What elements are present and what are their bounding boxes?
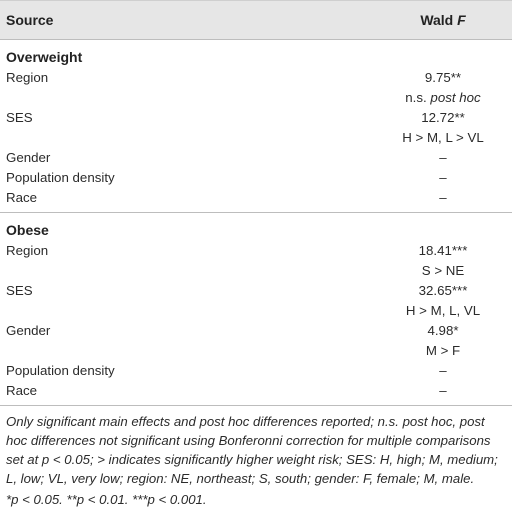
row-value-italic: post hoc bbox=[430, 90, 481, 105]
table-row bbox=[0, 68, 512, 88]
row-value: 9.75** bbox=[424, 70, 462, 85]
row-value bbox=[383, 88, 512, 108]
header-wald-f-letter: F bbox=[457, 12, 466, 28]
row-label bbox=[0, 301, 383, 321]
row-label: Race bbox=[6, 383, 38, 398]
table-row bbox=[0, 341, 512, 361]
row-value: 18.41*** bbox=[418, 243, 468, 258]
table-row bbox=[0, 168, 512, 188]
row-value: – bbox=[439, 363, 447, 378]
row-label bbox=[0, 88, 383, 108]
table-row bbox=[0, 241, 512, 261]
section-title-obese: Obese bbox=[6, 222, 49, 238]
row-label: SES bbox=[6, 110, 33, 125]
table-row bbox=[0, 148, 512, 168]
table-row bbox=[0, 108, 512, 128]
table-row bbox=[0, 261, 512, 281]
row-label: Race bbox=[6, 190, 38, 205]
section-title-overweight: Overweight bbox=[6, 49, 83, 65]
row-label: Gender bbox=[6, 323, 51, 338]
row-label bbox=[0, 128, 383, 148]
table-row bbox=[0, 321, 512, 341]
section-overweight bbox=[0, 40, 512, 213]
row-value: S > NE bbox=[421, 263, 465, 278]
table-row bbox=[0, 381, 512, 401]
table-row bbox=[0, 301, 512, 321]
table-row bbox=[0, 281, 512, 301]
footnote-significance: *p < 0.05. **p < 0.01. ***p < 0.001. bbox=[6, 492, 207, 507]
table-row bbox=[0, 188, 512, 208]
header-wald-prefix: Wald bbox=[420, 12, 458, 28]
row-label bbox=[0, 341, 383, 361]
row-value: – bbox=[439, 150, 447, 165]
table-footnote bbox=[0, 406, 512, 509]
row-label bbox=[0, 261, 383, 281]
row-label: SES bbox=[6, 283, 33, 298]
row-value: 32.65*** bbox=[418, 283, 468, 298]
header-source: Source bbox=[6, 12, 54, 28]
table-row bbox=[0, 128, 512, 148]
row-value-prefix: n.s. bbox=[405, 90, 431, 105]
footnote-text: Only significant main effects and post hoc differences reported; n.s. post hoc, post hoc differences not significant using Bonferonni correction for multiple comparisons set at p < 0.05; > indicates significantly higher weight risk; SES: H, high; M, medium; L, low; VL, very low; region: NE, northeast; S, south; gender: F, female; M, male. bbox=[6, 414, 498, 486]
row-value: – bbox=[439, 383, 447, 398]
row-label: Population density bbox=[6, 363, 115, 378]
table-header bbox=[0, 0, 512, 40]
row-value: – bbox=[439, 170, 447, 185]
row-value: 12.72** bbox=[421, 110, 465, 125]
section-obese bbox=[0, 213, 512, 406]
row-value: H > M, L, VL bbox=[405, 303, 481, 318]
row-value: M > F bbox=[425, 343, 461, 358]
row-label: Region bbox=[6, 243, 49, 258]
header-wald-f bbox=[383, 12, 512, 28]
row-value: 4.98* bbox=[427, 323, 459, 338]
row-label: Region bbox=[6, 70, 49, 85]
row-label: Gender bbox=[6, 150, 51, 165]
table-row bbox=[0, 88, 512, 108]
row-value: H > M, L > VL bbox=[402, 130, 484, 145]
row-label: Population density bbox=[6, 170, 115, 185]
row-value: – bbox=[439, 190, 447, 205]
table-row bbox=[0, 361, 512, 381]
